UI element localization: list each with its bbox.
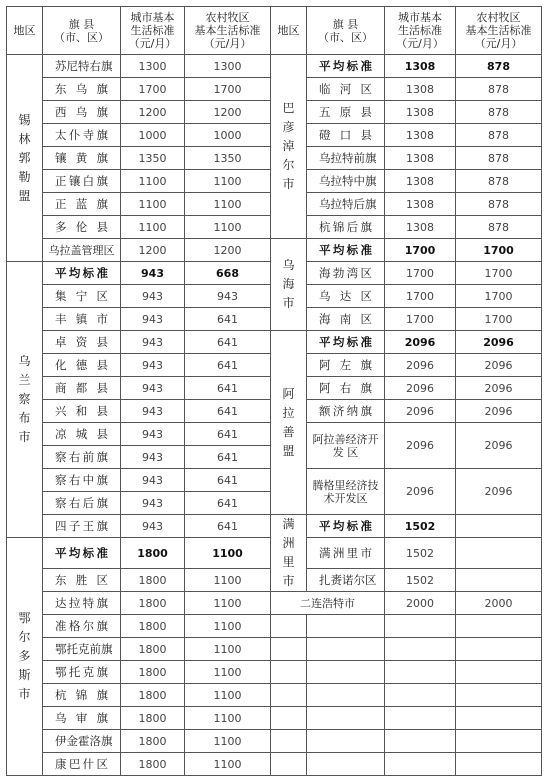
empty-cell	[307, 730, 385, 753]
urban-standard: 2096	[385, 400, 456, 423]
empty-cell	[456, 707, 542, 730]
urban-standard: 1200	[121, 101, 185, 124]
empty-cell	[307, 753, 385, 776]
rural-standard: 1100	[185, 638, 271, 661]
urban-standard: 943	[121, 331, 185, 354]
rural-standard: 1100	[185, 730, 271, 753]
urban-standard: 1800	[121, 569, 185, 592]
urban-standard: 1700	[385, 308, 456, 331]
urban-standard: 943	[121, 492, 185, 515]
header-county: 旗 县 （市、区）	[43, 7, 121, 55]
urban-standard: 1308	[385, 78, 456, 101]
county-name: 阿 左 旗	[307, 354, 385, 377]
rural-standard: 878	[456, 101, 542, 124]
urban-standard: 943	[121, 446, 185, 469]
urban-standard: 943	[121, 285, 185, 308]
rural-standard: 2096	[456, 354, 542, 377]
rural-standard: 1200	[185, 101, 271, 124]
county-name: 卓 资 县	[43, 331, 121, 354]
table-header-row	[7, 7, 542, 55]
header-urban: 城市基本 生活标准 （元/月）	[121, 7, 185, 55]
county-name: 满洲里市	[307, 538, 385, 569]
empty-cell	[385, 753, 456, 776]
urban-standard: 1502	[385, 538, 456, 569]
urban-standard: 1700	[385, 262, 456, 285]
header-urban: 城市基本 生活标准 （元/月）	[385, 7, 456, 55]
rural-standard: 1300	[185, 55, 271, 78]
empty-cell	[456, 638, 542, 661]
urban-standard: 1308	[385, 55, 456, 78]
rural-standard: 641	[185, 354, 271, 377]
urban-standard: 1800	[121, 592, 185, 615]
county-name: 东 胜 区	[43, 569, 121, 592]
urban-standard: 1308	[385, 193, 456, 216]
table-row	[7, 515, 542, 538]
county-name: 平均标准	[43, 262, 121, 285]
county-name: 乌 审 旗	[43, 707, 121, 730]
county-name: 腾格里经济技术开发区	[307, 469, 385, 515]
rural-standard: 878	[456, 193, 542, 216]
rural-standard: 878	[456, 124, 542, 147]
rural-standard: 878	[456, 170, 542, 193]
empty-cell	[456, 730, 542, 753]
empty-cell	[307, 684, 385, 707]
header-region: 地区	[7, 7, 43, 55]
region-label: 乌 兰 察 布 市	[7, 262, 43, 538]
rural-standard: 641	[185, 492, 271, 515]
rural-standard: 1350	[185, 147, 271, 170]
rural-standard: 1100	[185, 707, 271, 730]
county-name: 杭 锦 旗	[43, 684, 121, 707]
table-row	[7, 592, 542, 615]
rural-standard: 2000	[456, 592, 542, 615]
table-row	[7, 239, 542, 262]
empty-cell	[385, 615, 456, 638]
urban-standard: 1308	[385, 216, 456, 239]
urban-standard: 1350	[121, 147, 185, 170]
rural-standard: 2096	[456, 331, 542, 354]
urban-standard: 1800	[121, 538, 185, 569]
empty-cell	[307, 661, 385, 684]
county-name: 乌拉特后旗	[307, 193, 385, 216]
urban-standard: 2096	[385, 377, 456, 400]
rural-standard	[456, 569, 542, 592]
county-name: 鄂托克前旗	[43, 638, 121, 661]
urban-standard: 1308	[385, 170, 456, 193]
rural-standard: 1100	[185, 753, 271, 776]
urban-standard: 1308	[385, 101, 456, 124]
county-name: 鄂托克旗	[43, 661, 121, 684]
header-region: 地区	[271, 7, 307, 55]
urban-standard: 943	[121, 469, 185, 492]
county-name: 东 乌 旗	[43, 78, 121, 101]
rural-standard: 2096	[456, 400, 542, 423]
empty-cell	[271, 707, 307, 730]
empty-cell	[385, 638, 456, 661]
rural-standard: 1700	[456, 262, 542, 285]
rural-standard: 641	[185, 331, 271, 354]
county-name: 太仆寺旗	[43, 124, 121, 147]
rural-standard: 2096	[456, 377, 542, 400]
county-name: 平均标准	[307, 55, 385, 78]
county-name: 丰 镇 市	[43, 308, 121, 331]
rural-standard	[456, 515, 542, 538]
rural-standard: 1100	[185, 661, 271, 684]
rural-standard: 1000	[185, 124, 271, 147]
rural-standard: 1100	[185, 538, 271, 569]
empty-cell	[385, 707, 456, 730]
county-name: 平均标准	[43, 538, 121, 569]
table-row	[7, 638, 542, 661]
urban-standard: 1800	[121, 661, 185, 684]
county-name: 额济纳旗	[307, 400, 385, 423]
rural-standard: 878	[456, 78, 542, 101]
header-county: 旗 县 （市、区）	[307, 7, 385, 55]
urban-standard: 1308	[385, 147, 456, 170]
urban-standard: 1100	[121, 216, 185, 239]
rural-standard: 641	[185, 423, 271, 446]
urban-standard: 943	[121, 377, 185, 400]
urban-standard: 2096	[385, 469, 456, 515]
urban-standard: 1100	[121, 193, 185, 216]
empty-cell	[307, 707, 385, 730]
rural-standard: 1100	[185, 684, 271, 707]
empty-cell	[385, 730, 456, 753]
rural-standard: 878	[456, 147, 542, 170]
table-row	[7, 753, 542, 776]
county-name: 察右后旗	[43, 492, 121, 515]
rural-standard: 878	[456, 216, 542, 239]
urban-standard: 943	[121, 515, 185, 538]
region-label: 锡 林 郭 勒 盟	[7, 55, 43, 262]
rural-standard: 2096	[456, 423, 542, 469]
rural-standard: 641	[185, 515, 271, 538]
urban-standard: 1800	[121, 638, 185, 661]
empty-cell	[307, 638, 385, 661]
rural-standard: 878	[456, 55, 542, 78]
county-name: 西 乌 旗	[43, 101, 121, 124]
rural-standard: 641	[185, 308, 271, 331]
county-name: 兴 和 县	[43, 400, 121, 423]
rural-standard: 943	[185, 285, 271, 308]
rural-standard: 1700	[456, 308, 542, 331]
urban-standard: 1000	[121, 124, 185, 147]
county-name: 达拉特旗	[43, 592, 121, 615]
empty-cell	[271, 684, 307, 707]
table-row	[7, 55, 542, 78]
county-name: 正镶白旗	[43, 170, 121, 193]
rural-standard: 1100	[185, 170, 271, 193]
subsistence-standard-table	[6, 6, 542, 776]
urban-standard: 1308	[385, 124, 456, 147]
urban-standard: 943	[121, 308, 185, 331]
region-label: 乌 海 市	[271, 239, 307, 331]
empty-cell	[456, 753, 542, 776]
rural-standard: 641	[185, 446, 271, 469]
urban-standard: 1300	[121, 55, 185, 78]
urban-standard: 1700	[385, 239, 456, 262]
county-name: 五 原 县	[307, 101, 385, 124]
urban-standard: 1502	[385, 515, 456, 538]
table-row	[7, 707, 542, 730]
urban-standard: 1502	[385, 569, 456, 592]
urban-standard: 1200	[121, 239, 185, 262]
rural-standard: 1100	[185, 615, 271, 638]
urban-standard: 1800	[121, 730, 185, 753]
urban-standard: 943	[121, 354, 185, 377]
urban-standard: 1100	[121, 170, 185, 193]
county-name: 平均标准	[307, 239, 385, 262]
region-label: 巴 彦 淖 尔 市	[271, 55, 307, 239]
region-label: 满 洲 里 市	[271, 515, 307, 592]
urban-standard: 943	[121, 400, 185, 423]
empty-cell	[385, 661, 456, 684]
county-name: 凉 城 县	[43, 423, 121, 446]
empty-cell	[456, 684, 542, 707]
empty-cell	[271, 753, 307, 776]
county-name: 察右前旗	[43, 446, 121, 469]
rural-standard	[456, 538, 542, 569]
rural-standard: 1100	[185, 592, 271, 615]
county-name: 扎赉诺尔区	[307, 569, 385, 592]
urban-standard: 1800	[121, 684, 185, 707]
urban-standard: 1800	[121, 753, 185, 776]
county-name: 磴 口 县	[307, 124, 385, 147]
rural-standard: 1700	[185, 78, 271, 101]
rural-standard: 1200	[185, 239, 271, 262]
empty-cell	[271, 638, 307, 661]
county-name: 乌 达 区	[307, 285, 385, 308]
rural-standard: 1100	[185, 216, 271, 239]
county-name: 化 德 县	[43, 354, 121, 377]
rural-standard: 668	[185, 262, 271, 285]
rural-standard: 641	[185, 400, 271, 423]
urban-standard: 1700	[121, 78, 185, 101]
county-name: 正 蓝 旗	[43, 193, 121, 216]
county-name: 镶 黄 旗	[43, 147, 121, 170]
table-row	[7, 730, 542, 753]
empty-cell	[385, 684, 456, 707]
urban-standard: 2000	[385, 592, 456, 615]
rural-standard: 641	[185, 469, 271, 492]
rural-standard: 1700	[456, 239, 542, 262]
urban-standard: 2096	[385, 354, 456, 377]
county-name: 准格尔旗	[43, 615, 121, 638]
county-name: 多 伦 县	[43, 216, 121, 239]
rural-standard: 1100	[185, 569, 271, 592]
county-name: 康巴什区	[43, 753, 121, 776]
county-name: 察右中旗	[43, 469, 121, 492]
county-name: 海 南 区	[307, 308, 385, 331]
empty-cell	[456, 661, 542, 684]
rural-standard: 2096	[456, 469, 542, 515]
county-name: 海勃湾区	[307, 262, 385, 285]
empty-cell	[271, 661, 307, 684]
empty-cell	[456, 615, 542, 638]
urban-standard: 1700	[385, 285, 456, 308]
empty-cell	[271, 730, 307, 753]
county-name: 临 河 区	[307, 78, 385, 101]
county-name: 乌拉盖管理区	[43, 239, 121, 262]
urban-standard: 943	[121, 423, 185, 446]
urban-standard: 1800	[121, 707, 185, 730]
urban-standard: 2096	[385, 331, 456, 354]
county-name: 乌拉特前旗	[307, 147, 385, 170]
region-label: 阿 拉 善 盟	[271, 331, 307, 515]
urban-standard: 2096	[385, 423, 456, 469]
county-name: 杭锦后旗	[307, 216, 385, 239]
region-label: 鄂 尔 多 斯 市	[7, 538, 43, 776]
county-name: 四子王旗	[43, 515, 121, 538]
county-name: 商 都 县	[43, 377, 121, 400]
urban-standard: 1800	[121, 615, 185, 638]
empty-cell	[307, 615, 385, 638]
urban-standard: 943	[121, 262, 185, 285]
county-name: 集 宁 区	[43, 285, 121, 308]
rural-standard: 1100	[185, 193, 271, 216]
rural-standard: 641	[185, 377, 271, 400]
county-name: 苏尼特右旗	[43, 55, 121, 78]
table-row	[7, 331, 542, 354]
table-row	[7, 684, 542, 707]
county-name: 伊金霍洛旗	[43, 730, 121, 753]
rural-standard: 1700	[456, 285, 542, 308]
county-name: 乌拉特中旗	[307, 170, 385, 193]
county-name: 阿拉善经济开 发 区	[307, 423, 385, 469]
table-row	[7, 661, 542, 684]
county-name: 平均标准	[307, 515, 385, 538]
empty-cell	[271, 615, 307, 638]
county-name: 阿 右 旗	[307, 377, 385, 400]
table-row	[7, 615, 542, 638]
combined-region-label: 二连浩特市	[271, 592, 385, 615]
header-rural: 农村牧区 基本生活标准 （元/月）	[456, 7, 542, 55]
county-name: 平均标准	[307, 331, 385, 354]
header-rural: 农村牧区 基本生活标准 （元/月）	[185, 7, 271, 55]
